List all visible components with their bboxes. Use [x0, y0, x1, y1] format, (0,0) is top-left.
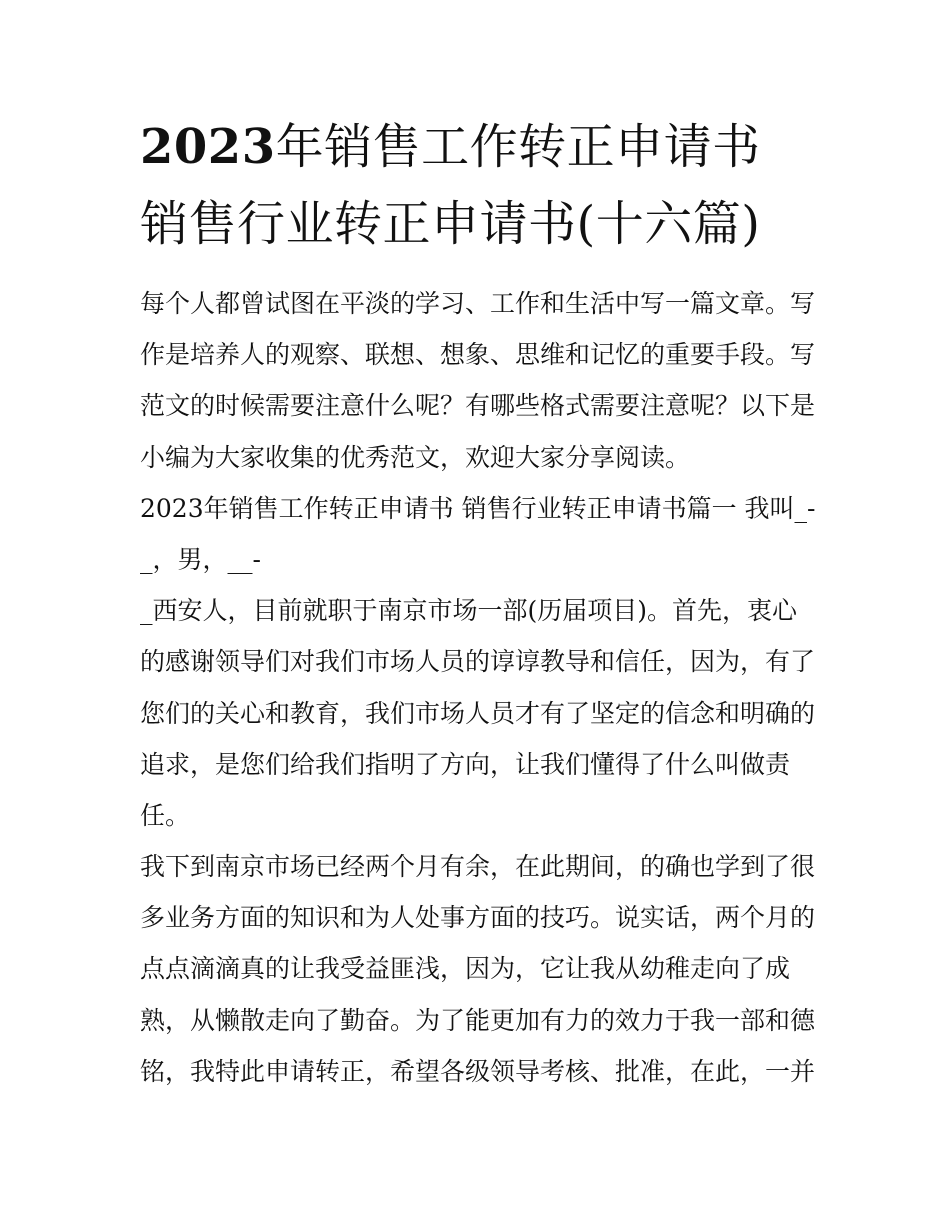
title-line-1-text: 年销售工作转正申请书 — [275, 119, 761, 175]
body-line: _西安人，目前就职于南京市场一部(历届项目)。首先，衷心 — [140, 596, 798, 626]
body-line: 任。 — [140, 800, 191, 830]
body-line: 小编为大家收集的优秀范文，欢迎大家分享阅读。 — [140, 442, 691, 472]
body-line: 铭，我特此申请转正，希望各级领导考核、批准，在此，一并 — [140, 1056, 816, 1086]
body-line: 的感谢领导们对我们市场人员的谆谆教导和信任，因为，有了 — [140, 647, 816, 677]
document-title-line-1 — [140, 118, 820, 176]
body-line: 您们的关心和教育，我们市场人员才有了坚定的信念和明确的 — [140, 698, 816, 728]
body-line: 熟，从懒散走向了勤奋。为了能更加有力的效力于我一部和德 — [140, 1005, 816, 1035]
body-line: 2023年销售工作转正申请书 销售行业转正申请书篇一 我叫_- — [140, 493, 816, 523]
body-line: 追求，是您们给我们指明了方向，让我们懂得了什么叫做责 — [140, 749, 791, 779]
body-line: 作是培养人的观察、联想、想象、思维和记忆的重要手段。写 — [140, 340, 816, 370]
body-line: _，男，__- — [140, 544, 261, 574]
body-line: 多业务方面的知识和为人处事方面的技巧。说实话，两个月的 — [140, 903, 816, 933]
document-body — [140, 278, 820, 1097]
body-line: 点点滴滴真的让我受益匪浅，因为，它让我从幼稚走向了成 — [140, 954, 791, 984]
body-line: 我下到南京市场已经两个月有余，在此期间，的确也学到了很 — [140, 852, 816, 882]
body-line: 每个人都曾试图在平淡的学习、工作和生活中写一篇文章。写 — [140, 289, 816, 318]
title-year: 2023 — [140, 119, 276, 175]
document-title-line-2: 销售行业转正申请书(十六篇) — [140, 196, 761, 252]
body-line: 范文的时候需要注意什么呢？有哪些格式需要注意呢？以下是 — [140, 391, 816, 421]
